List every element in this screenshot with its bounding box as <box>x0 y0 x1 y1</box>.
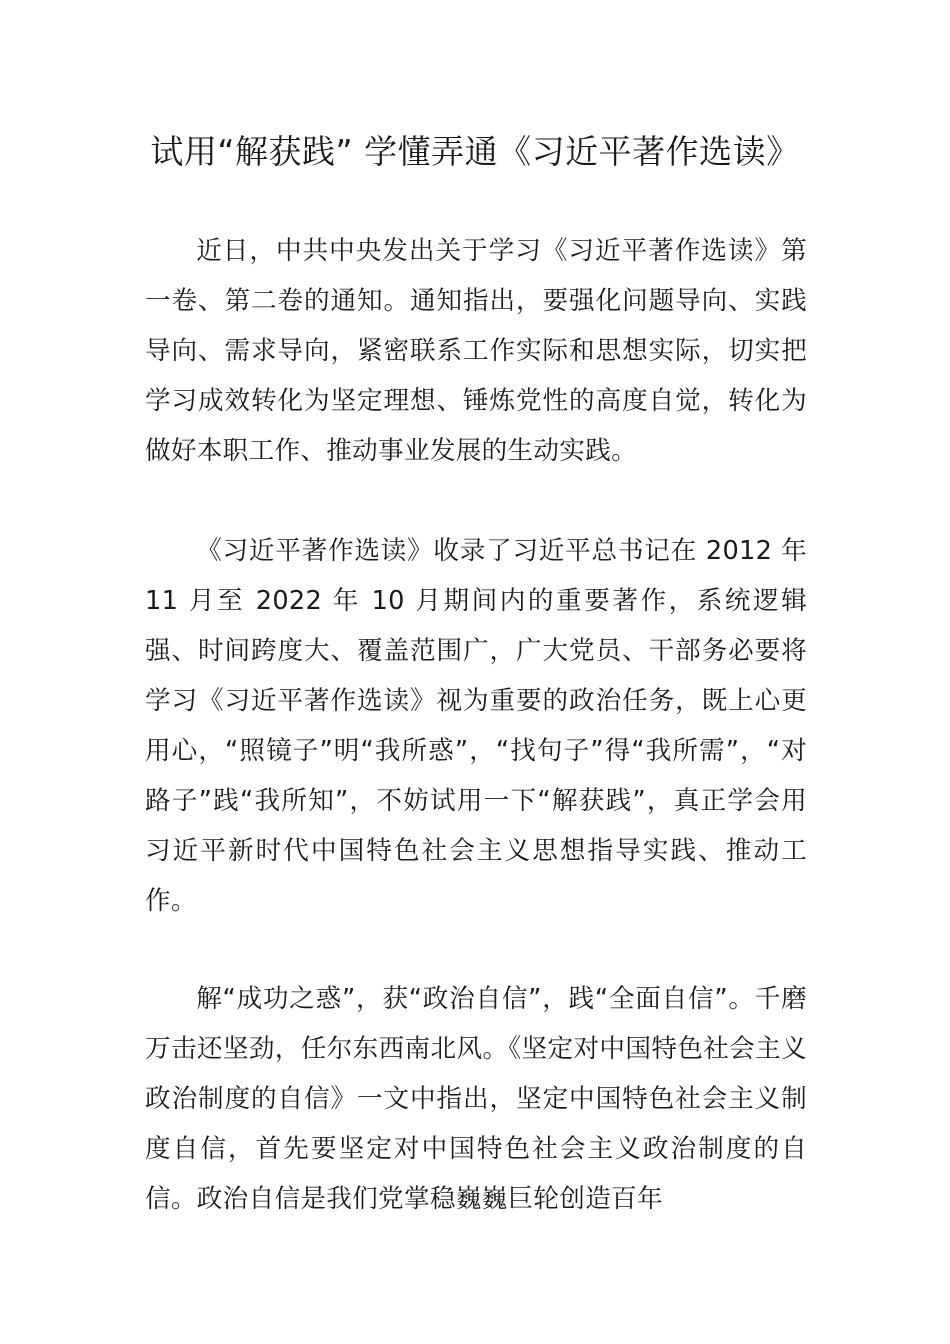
paragraph-3: 解“成功之惑”，获“政治自信”，践“全面自信”。千磨万击还坚劲，任尔东西南北风。《坚定对中国特色社会主义政治制度的自信》一文中指出，坚定中国特色社会主义制度自信，首先要坚定对中国特色社会主义政治制度的自信。政治自信是我们党掌稳巍巍巨轮创造百年 <box>145 984 807 1214</box>
paragraph-1: 近日，中共中央发出关于学习《习近平著作选读》第一卷、第二卷的通知。通知指出，要强化问题导向、实践导向、需求导向，紧密联系工作实际和思想实际，切实把学习成效转化为坚定理想、锤炼党性的高度自觉，转化为做好本职工作、推动事业发展的生动实践。 <box>145 236 807 466</box>
document-title: 试用“解获践” 学懂弄通《习近平著作选读》 <box>150 132 800 171</box>
paragraph-2: 《习近平著作选读》收录了习近平总书记在 2012 年 11 月至 2022 年 10 月期间内的重要著作，系统逻辑强、时间跨度大、覆盖范围广，广大党员、干部务必要将学习《习近平著作选读》视为重要的政治任务，既上心更用心，“照镜子”明“我所惑”，“找句子”得“我所需”，“对路子”践“我所知”，不妨试用一下“解获践”，真正学会用习近平新时代中国特色社会主义思想指导实践、推动工作。 <box>145 536 807 916</box>
